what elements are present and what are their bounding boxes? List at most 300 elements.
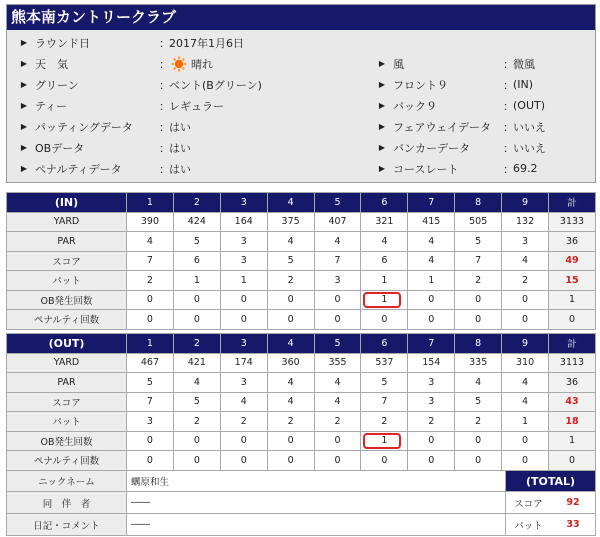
score-cell (361, 373, 408, 393)
score-cell-value: 3 (240, 376, 247, 388)
score-cell (314, 431, 361, 451)
info-colon: ： (503, 57, 514, 71)
score-cell-value: 7 (334, 255, 341, 267)
score-cell-value: 2 (475, 415, 482, 427)
score-cell (267, 392, 314, 412)
score-cell (220, 412, 267, 432)
row-total: 3133 (549, 212, 596, 232)
score-cell (361, 251, 408, 271)
score-cell (408, 212, 455, 232)
score-cell-value: 505 (469, 216, 488, 228)
score-cell-value: 3 (428, 376, 435, 388)
score-cell-value: 0 (428, 454, 435, 466)
table-row (7, 373, 596, 393)
score-cell (455, 251, 502, 271)
out-header-row (7, 334, 596, 354)
companion-value: ―― (127, 492, 506, 514)
score-cell-value: 375 (281, 216, 300, 228)
info-value (169, 119, 191, 135)
score-cell-value: 3 (146, 415, 153, 427)
score-cell-value: 360 (281, 357, 300, 369)
info-row (7, 32, 595, 53)
row-total: 18 (549, 412, 596, 432)
score-cell-value: 1 (240, 274, 247, 286)
info-colon: ： (503, 120, 514, 134)
info-value (169, 77, 262, 93)
score-cell (361, 412, 408, 432)
score-cell (408, 431, 455, 451)
score-cell-value: 0 (240, 313, 247, 325)
info-label: フロント９ (393, 78, 448, 92)
score-cell (502, 232, 549, 252)
score-cell (267, 373, 314, 393)
row-total: 3113 (549, 353, 596, 373)
info-value (169, 98, 224, 114)
bullet-arrow-icon: ▶ (20, 38, 27, 47)
score-cell (267, 290, 314, 310)
score-cell-value: 0 (240, 294, 247, 306)
score-cell (455, 271, 502, 291)
score-cell (314, 232, 361, 252)
score-cell (173, 271, 220, 291)
course-info-panel (6, 4, 596, 183)
info-label: 天 気 (35, 57, 68, 71)
in-header-hole: 4 (267, 193, 314, 213)
score-cell (173, 251, 220, 271)
row-label: スコア (7, 251, 127, 271)
score-cell-value: 0 (193, 313, 200, 325)
score-cell (220, 353, 267, 373)
score-cell (455, 451, 502, 471)
row-label: ペナルティ回数 (7, 451, 127, 471)
nickname-label: ニックネーム (7, 471, 127, 492)
round-info-list (7, 30, 595, 182)
score-cell (127, 310, 174, 330)
info-label: ペナルティデータ (35, 162, 122, 176)
score-cell (408, 290, 455, 310)
score-cell (314, 290, 361, 310)
info-colon: ： (503, 99, 514, 113)
diary-value: ―― (127, 514, 506, 536)
score-cell (455, 232, 502, 252)
row-total: 0 (549, 451, 596, 471)
info-row (7, 137, 595, 158)
bullet-arrow-icon: ▶ (378, 101, 385, 110)
in-header-hole: 2 (173, 193, 220, 213)
score-cell (314, 412, 361, 432)
score-cell (127, 353, 174, 373)
score-cell-value: 1 (193, 274, 200, 286)
score-cell-value: 4 (428, 235, 435, 247)
info-cell-left (7, 161, 373, 177)
score-cell-value: 0 (522, 294, 529, 306)
info-value (169, 56, 213, 72)
info-cell-left (7, 140, 373, 156)
info-cell-left (7, 119, 373, 135)
score-cell (220, 232, 267, 252)
out-header-hole: 5 (314, 334, 361, 354)
total-putt-cell (506, 514, 596, 536)
score-cell-value: 390 (140, 216, 160, 228)
score-cell (408, 451, 455, 471)
bullet-arrow-icon: ▶ (20, 122, 27, 131)
score-cell-value: 0 (522, 435, 529, 447)
score-cell-value: 4 (287, 235, 294, 247)
score-cell (361, 212, 408, 232)
score-cell-value: 2 (287, 415, 294, 427)
in-header-total: 計 (549, 193, 596, 213)
score-cell (502, 310, 549, 330)
info-row (7, 74, 595, 95)
score-cell-value: 0 (146, 454, 153, 466)
total-putt-value: 33 (566, 519, 580, 530)
score-cell (173, 310, 220, 330)
score-cell (361, 290, 408, 310)
score-cell-value: 5 (193, 396, 200, 408)
score-cell (220, 212, 267, 232)
score-cell-value: 310 (516, 357, 535, 369)
score-cell (361, 392, 408, 412)
score-cell (173, 373, 220, 393)
info-value-text: レギュラー (169, 99, 224, 113)
score-cell-value: 0 (428, 313, 435, 325)
score-cell-value: 421 (187, 357, 206, 369)
score-cell-value: 5 (475, 235, 482, 247)
info-value-text: いいえ (513, 141, 546, 155)
score-cell-value: 0 (193, 294, 200, 306)
info-row (7, 116, 595, 137)
row-label: OB発生回数 (7, 290, 127, 310)
row-label: PAR (7, 232, 127, 252)
score-cell-value: 0 (287, 313, 294, 325)
score-cell (502, 212, 549, 232)
row-total: 0 (549, 310, 596, 330)
score-cell (267, 353, 314, 373)
highlight-ring (363, 292, 401, 309)
out-header-hole: 6 (361, 334, 408, 354)
score-cell-value: 7 (381, 396, 388, 408)
info-cell-right (373, 161, 595, 177)
score-cell-value: 2 (240, 415, 247, 427)
score-cell (267, 431, 314, 451)
score-cell (267, 451, 314, 471)
row-total: 1 (549, 290, 596, 310)
info-colon: ： (159, 162, 170, 176)
info-value (513, 56, 535, 72)
score-cell (408, 353, 455, 373)
info-cell-right (373, 119, 595, 135)
course-title: 熊本南カントリークラブ (7, 5, 595, 30)
in-header-label: (IN) (7, 193, 127, 213)
total-score-label: スコア (514, 498, 543, 510)
row-total: 49 (549, 251, 596, 271)
score-cell-value: 0 (475, 454, 482, 466)
score-cell (455, 212, 502, 232)
info-value-text: 69.2 (513, 162, 538, 175)
score-cell (361, 353, 408, 373)
sun-icon (171, 56, 187, 72)
info-value (513, 99, 545, 112)
score-cell-value: 4 (334, 235, 341, 247)
bullet-arrow-icon: ▶ (378, 122, 385, 131)
diary-label: 日記・コメント (7, 514, 127, 536)
score-cell-value: 0 (287, 435, 294, 447)
score-cell-value: 7 (146, 255, 153, 267)
score-cell (455, 392, 502, 412)
out-header-hole: 9 (502, 334, 549, 354)
in-header-hole: 9 (502, 193, 549, 213)
score-cell (127, 412, 174, 432)
info-label: ティー (35, 99, 68, 113)
table-row (7, 310, 596, 330)
row-label: ペナルティ回数 (7, 310, 127, 330)
score-cell-value: 4 (475, 376, 482, 388)
score-cell-value: 7 (146, 396, 153, 408)
score-cell-value: 174 (234, 357, 253, 369)
score-cell (455, 290, 502, 310)
out-header-hole: 1 (127, 334, 174, 354)
table-row (7, 431, 596, 451)
row-label: YARD (7, 212, 127, 232)
score-cell-value: 1 (381, 294, 388, 306)
score-cell (408, 251, 455, 271)
score-cell (220, 271, 267, 291)
score-cell-value: 6 (193, 255, 200, 267)
score-cell (267, 271, 314, 291)
info-colon: ： (159, 99, 170, 113)
info-colon: ： (159, 141, 170, 155)
score-cell (455, 373, 502, 393)
score-cell (267, 212, 314, 232)
score-cell-value: 5 (193, 235, 200, 247)
score-cell-value: 0 (193, 454, 200, 466)
score-cell (502, 431, 549, 451)
info-colon: ： (159, 36, 170, 50)
info-value-text: 晴れ (191, 57, 213, 71)
info-label: ラウンド日 (35, 36, 90, 50)
info-value (169, 140, 191, 156)
score-cell (220, 251, 267, 271)
score-cell-value: 2 (146, 274, 153, 286)
score-cell-value: 335 (469, 357, 488, 369)
score-cell (220, 373, 267, 393)
info-value-text: ベント(Bグリーン) (169, 78, 262, 92)
table-row (7, 212, 596, 232)
score-cell (314, 373, 361, 393)
score-cell-value: 355 (328, 357, 347, 369)
info-label: パッティングデータ (35, 120, 133, 134)
score-cell-value: 2 (193, 415, 200, 427)
total-score-cell (506, 492, 596, 514)
score-cell-value: 0 (428, 435, 435, 447)
score-cell-value: 2 (287, 274, 294, 286)
info-value-text: はい (169, 162, 191, 176)
score-cell-value: 4 (428, 255, 435, 267)
nickname-value: 蠣原和生 (127, 471, 506, 492)
info-cell-right (373, 98, 595, 114)
info-value-text: はい (169, 120, 191, 134)
row-label: パット (7, 271, 127, 291)
score-cell-value: 0 (475, 294, 482, 306)
score-cell-value: 5 (287, 255, 294, 267)
score-cell-value: 4 (522, 255, 529, 267)
score-cell (267, 310, 314, 330)
score-cell (127, 451, 174, 471)
score-cell-value: 4 (287, 396, 294, 408)
score-cell-value: 4 (522, 396, 529, 408)
info-value (513, 78, 533, 91)
score-cell-value: 154 (422, 357, 441, 369)
score-cell (173, 412, 220, 432)
in-header-hole: 1 (127, 193, 174, 213)
score-cell-value: 3 (240, 255, 247, 267)
score-cell-value: 2 (428, 415, 435, 427)
bullet-arrow-icon: ▶ (20, 59, 27, 68)
in-header-row (7, 193, 596, 213)
info-value (169, 35, 244, 51)
score-cell (502, 251, 549, 271)
score-cell-value: 3 (428, 396, 435, 408)
score-cell-value: 0 (146, 294, 153, 306)
info-value-text: いいえ (513, 120, 546, 134)
score-cell-value: 2 (381, 415, 388, 427)
row-label: PAR (7, 373, 127, 393)
score-cell-value: 0 (334, 435, 341, 447)
out-header-hole: 8 (455, 334, 502, 354)
score-cell (314, 451, 361, 471)
info-cell-right (373, 77, 595, 93)
score-cell-value: 1 (428, 274, 435, 286)
score-cell (361, 431, 408, 451)
total-header: (TOTAL) (506, 471, 596, 492)
score-cell-value: 0 (522, 313, 529, 325)
score-cell (502, 290, 549, 310)
score-cell (502, 373, 549, 393)
info-cell-left (7, 98, 373, 114)
score-cell-value: 4 (381, 235, 388, 247)
info-row (7, 95, 595, 116)
score-cell-value: 4 (240, 396, 247, 408)
score-cell-value: 3 (240, 235, 247, 247)
score-cell (220, 392, 267, 412)
row-label: YARD (7, 353, 127, 373)
info-colon: ： (159, 78, 170, 92)
out-header-total: 計 (549, 334, 596, 354)
score-cell-value: 2 (334, 415, 341, 427)
score-cell (408, 310, 455, 330)
score-cell-value: 0 (522, 454, 529, 466)
score-cell-value: 4 (287, 376, 294, 388)
score-cell-value: 4 (522, 376, 529, 388)
score-cell-value: 415 (422, 216, 441, 228)
score-cell (220, 431, 267, 451)
row-label: スコア (7, 392, 127, 412)
info-value-text: 2017年1月6日 (169, 36, 244, 50)
bullet-arrow-icon: ▶ (378, 164, 385, 173)
score-cell-value: 5 (146, 376, 153, 388)
score-cell (361, 310, 408, 330)
score-cell (408, 412, 455, 432)
score-cell-value: 537 (375, 357, 394, 369)
info-colon: ： (503, 162, 514, 176)
score-cell (267, 412, 314, 432)
bullet-arrow-icon: ▶ (378, 80, 385, 89)
score-cell-value: 5 (381, 376, 388, 388)
info-row (7, 158, 595, 179)
score-cell (173, 232, 220, 252)
row-total: 36 (549, 232, 596, 252)
info-cell-left (7, 77, 373, 93)
score-cell (455, 412, 502, 432)
score-cell (455, 431, 502, 451)
row-total: 36 (549, 373, 596, 393)
table-row (7, 353, 596, 373)
score-cell (314, 353, 361, 373)
info-value (513, 119, 546, 135)
score-cell (220, 451, 267, 471)
score-cell-value: 321 (375, 216, 394, 228)
in-header-hole: 7 (408, 193, 455, 213)
bullet-arrow-icon: ▶ (20, 143, 27, 152)
info-colon: ： (503, 78, 514, 92)
info-cell-right (373, 140, 595, 156)
row-total: 1 (549, 431, 596, 451)
row-label: OB発生回数 (7, 431, 127, 451)
out-header-hole: 7 (408, 334, 455, 354)
table-row (7, 392, 596, 412)
table-row (7, 412, 596, 432)
bullet-arrow-icon: ▶ (20, 101, 27, 110)
in-header-hole: 5 (314, 193, 361, 213)
info-label: 風 (393, 57, 404, 71)
info-cell-left (7, 35, 373, 51)
score-cell-value: 424 (187, 216, 206, 228)
score-cell-value: 3 (522, 235, 529, 247)
out-header-hole: 4 (267, 334, 314, 354)
score-cell-value: 4 (334, 396, 341, 408)
score-cell-value: 0 (240, 454, 247, 466)
score-cell (267, 251, 314, 271)
table-row (7, 290, 596, 310)
score-cell (127, 232, 174, 252)
table-row (7, 271, 596, 291)
score-cell-value: 0 (381, 454, 388, 466)
in-header-hole: 3 (220, 193, 267, 213)
table-row (7, 251, 596, 271)
score-cell-value: 0 (475, 435, 482, 447)
score-cell (408, 392, 455, 412)
score-cell (173, 353, 220, 373)
score-cell-value: 0 (428, 294, 435, 306)
score-cell (361, 451, 408, 471)
info-colon: ： (159, 120, 170, 134)
row-total: 15 (549, 271, 596, 291)
score-cell-value: 4 (146, 235, 153, 247)
score-cell (127, 392, 174, 412)
bullet-arrow-icon: ▶ (20, 80, 27, 89)
info-label: OBデータ (35, 141, 85, 155)
score-cell (173, 212, 220, 232)
bullet-arrow-icon: ▶ (20, 164, 27, 173)
score-cell (127, 271, 174, 291)
score-cell-value: 0 (146, 435, 153, 447)
out-header-hole: 2 (173, 334, 220, 354)
score-cell (173, 451, 220, 471)
score-cell-value: 2 (475, 274, 482, 286)
info-value-text: 微風 (513, 57, 535, 71)
score-cell-value: 0 (475, 313, 482, 325)
score-cell (361, 271, 408, 291)
